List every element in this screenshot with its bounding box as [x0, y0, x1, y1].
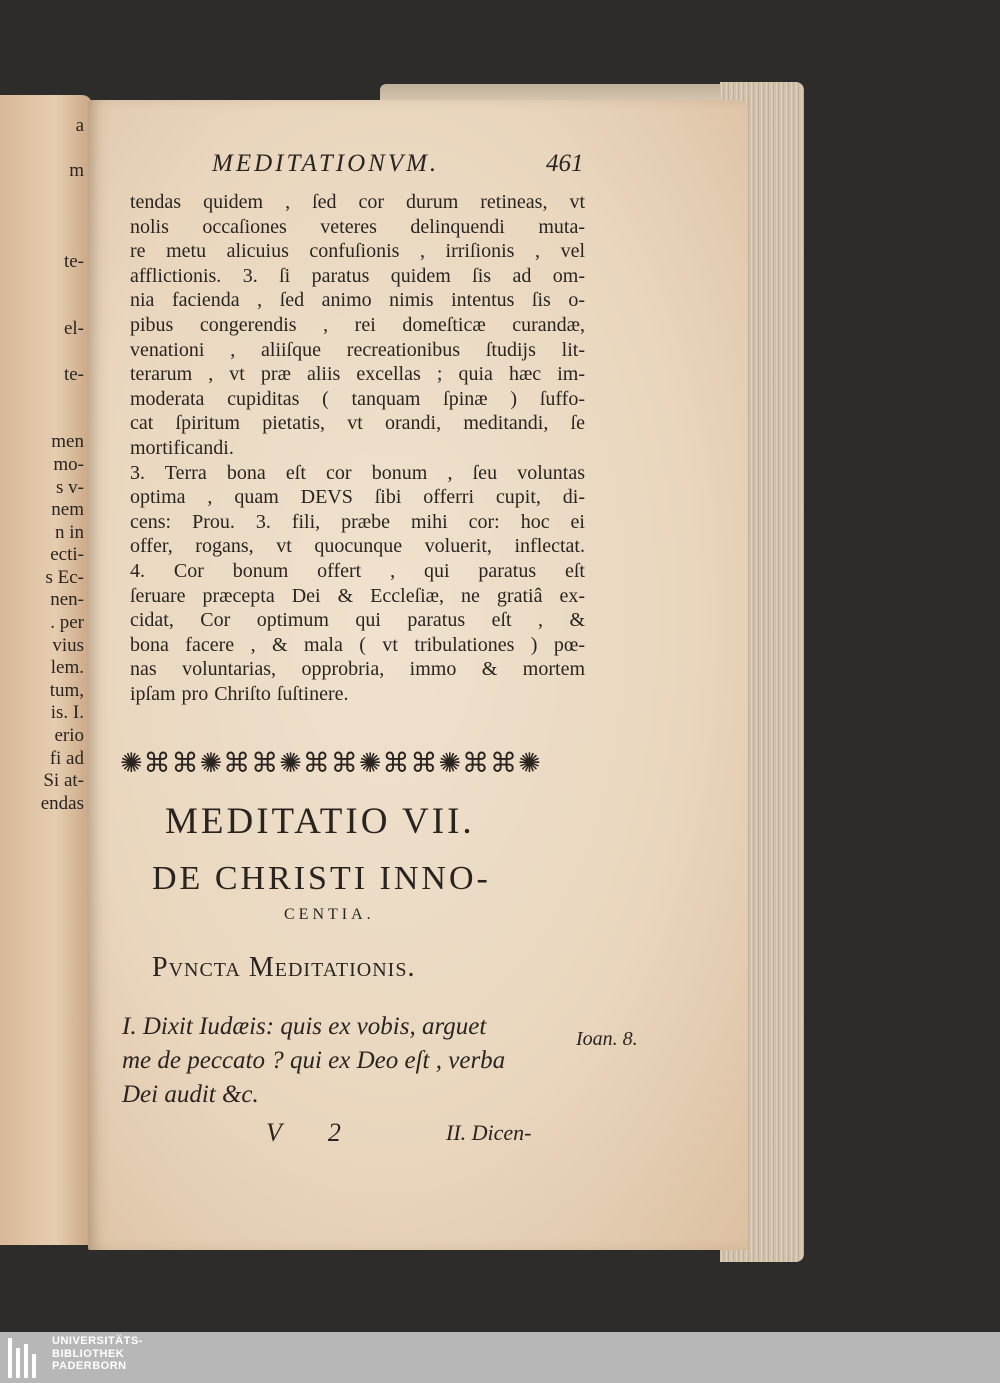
left-page [0, 95, 92, 1245]
library-logo-icon [8, 1338, 46, 1378]
left-fragment-line: s Ec- [45, 566, 84, 588]
body-line: cens: Prou. 3. fili, præbe mihi cor: hoc ei [130, 510, 585, 533]
puncta-heading: Pvncta Meditationis. [152, 952, 416, 983]
scripture-quote [122, 1010, 582, 1112]
body-line: nas voluntarias, opprobria, immo & mortem [130, 658, 585, 681]
body-line: pibus congerendis , rei domeſticæ curandæ, [130, 313, 585, 336]
body-line: mortificandi. [130, 436, 234, 459]
scripture-line: me de peccato ? qui ex Deo eſt , verba [122, 1047, 506, 1074]
left-fragment-line: is. I. [50, 702, 84, 724]
left-fragment-line: te- [63, 250, 84, 272]
left-fragment-line: Si at- [43, 770, 84, 792]
ornament-band: ✺⌘⌘✺⌘⌘✺⌘⌘✺⌘⌘✺⌘⌘✺ [120, 748, 542, 779]
left-fragment-line: s v- [56, 476, 84, 498]
library-name-line-1: UNIVERSITÄTS- [52, 1335, 143, 1347]
body-line: terarum , vt præ aliis excellas ; quia hæc im- [130, 363, 585, 386]
meditation-subtitle: DE CHRISTI INNO- [152, 860, 491, 897]
left-fragment-line: tum, [49, 679, 84, 701]
running-head: MEDITATIONVM. [212, 150, 440, 177]
left-fragment-line: m [69, 160, 84, 182]
left-fragment-line: nem [51, 499, 84, 521]
left-fragment-line: endas [40, 792, 84, 814]
library-name [52, 1335, 143, 1373]
body-line: tendas quidem , ſed cor durum retineas, vt [130, 191, 585, 213]
body-line: cidat, Cor optimum qui paratus eſt , & [130, 609, 585, 632]
page-number: 461 [546, 150, 584, 177]
left-fragment-line: . per [50, 612, 84, 634]
scripture-line: I. Dixit Iudæis: quis ex vobis, arguet [122, 1013, 487, 1040]
left-fragment-line: lem. [50, 657, 84, 679]
body-line: offer, rogans, vt quocunque voluerit, inflectat. [130, 535, 585, 558]
left-fragment-line: vius [52, 634, 84, 656]
body-line: afflictionis. 3. ſi paratus quidem ſis ad om- [130, 264, 585, 287]
left-fragment-line: el- [63, 318, 84, 340]
left-fragment-line: te- [63, 363, 84, 385]
body-line: re metu alicuius confuſionis , irriſionis , vel [130, 240, 585, 263]
scripture-line: Dei audit &c. [122, 1081, 259, 1108]
body-text [130, 190, 585, 706]
left-fragment-line: fi ad [49, 747, 84, 769]
left-fragment-line [0, 386, 88, 409]
signature-mark: V 2 [266, 1118, 361, 1147]
left-page-fragments [0, 115, 88, 815]
body-line: optima , quam DEVS ſibi offerri cupit, di- [130, 486, 585, 509]
left-fragment-line: mo- [53, 453, 84, 475]
catchword: II. Dicen- [446, 1120, 532, 1145]
library-name-line-2: BIBLIOTHEK [52, 1347, 125, 1360]
left-fragment-line [0, 409, 88, 432]
body-line: venationi , aliiſque recreationibus ſtudijs lit- [130, 338, 585, 361]
left-fragment-line [0, 296, 88, 319]
left-fragment-line [0, 183, 88, 206]
library-name-line-3: PADERBORN [52, 1360, 127, 1372]
body-line: ipſam pro Chriſto ſuſtinere. [130, 682, 349, 705]
body-line: cat ſpiritum pietatis, vt orandi, meditandi, ſe [130, 412, 585, 435]
body-line: bona facere , & mala ( vt tribulationes ) pœ- [130, 633, 585, 656]
left-fragment-line [0, 138, 88, 161]
meditation-heading: MEDITATIO VII. [165, 801, 475, 842]
body-line: nolis occaſiones veteres delinquendi muta- [130, 215, 585, 238]
left-fragment-line [0, 273, 88, 296]
body-line: 4. Cor bonum offert , qui paratus eſt [130, 559, 585, 582]
library-footer [0, 1332, 1000, 1383]
body-line: 3. Terra bona eſt cor bonum , ſeu voluntas [130, 461, 585, 484]
meditation-subtitle-cont: CENTIA. [284, 906, 375, 923]
body-line: moderata cupiditas ( tanquam ſpinæ ) ſuffo- [130, 387, 585, 410]
left-fragment-line: ecti- [50, 544, 84, 566]
left-fragment-line: n in [54, 521, 84, 543]
body-line: nia facienda , ſed animo nimis intentus ſis o- [130, 289, 585, 312]
left-fragment-line: erio [54, 725, 84, 747]
left-fragment-line: nen- [50, 589, 84, 611]
left-fragment-line [0, 341, 88, 364]
left-fragment-line: men [51, 431, 84, 453]
left-fragment-line: a [75, 115, 84, 136]
left-fragment-line [0, 228, 88, 251]
body-line: ſeruare præcepta Dei & Eccleſiæ, ne gratiâ ex- [130, 584, 585, 607]
left-fragment-line [0, 205, 88, 228]
margin-reference: Ioan. 8. [576, 1028, 638, 1050]
